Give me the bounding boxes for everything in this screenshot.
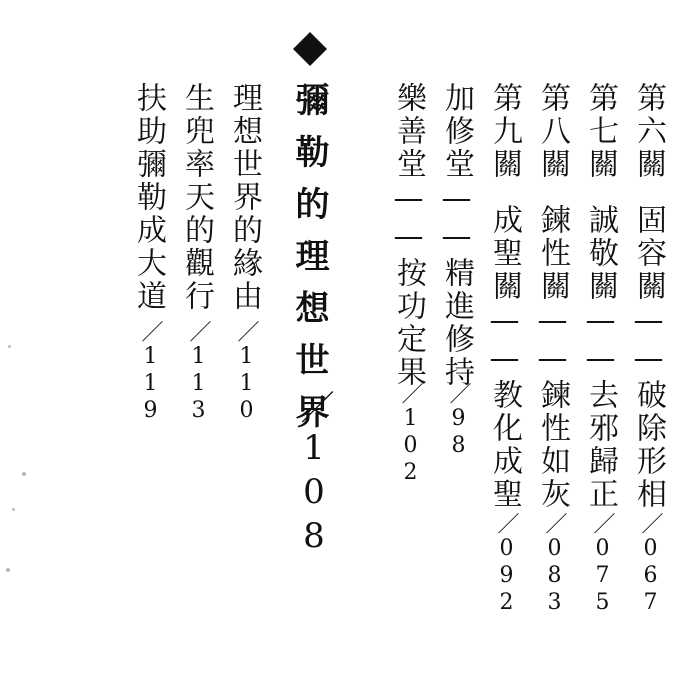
toc-entry-title: 誠敬關——去邪歸正 bbox=[583, 204, 618, 511]
section-item-page: ／119 bbox=[138, 320, 163, 425]
toc-entry-page: ／067 bbox=[638, 512, 663, 617]
paper-speck bbox=[8, 345, 11, 348]
toc-entry-title: 固容關——破除形相 bbox=[631, 204, 666, 511]
section-item-page: ／113 bbox=[186, 320, 211, 425]
paper-speck bbox=[6, 568, 10, 572]
section-item-title: 理想世界的緣由 bbox=[227, 82, 262, 313]
diamond-icon bbox=[293, 32, 327, 66]
toc-entry-heading: 第七關 bbox=[583, 82, 618, 181]
toc-entry-heading: 第九關 bbox=[487, 82, 522, 181]
section-item-title: 扶助彌勒成大道 bbox=[131, 82, 166, 313]
paper-speck bbox=[22, 472, 26, 476]
section-page: ／108 bbox=[294, 390, 334, 560]
toc-entry-heading: 第六關 bbox=[631, 82, 666, 181]
toc-entry-page: ／98 bbox=[446, 382, 471, 460]
toc-entry-heading: 樂善堂——按功定果 bbox=[391, 82, 426, 389]
toc-entry-page: ／083 bbox=[542, 512, 567, 617]
toc-entry-heading: 第八關 bbox=[535, 82, 570, 181]
paper-speck bbox=[12, 508, 15, 511]
toc-entry-page: ／075 bbox=[590, 512, 615, 617]
section-item-page: ／110 bbox=[234, 320, 259, 425]
toc-entry-page: ／092 bbox=[494, 512, 519, 617]
toc-entry-page: ／102 bbox=[398, 382, 423, 487]
toc-entry-title: 鍊性關——鍊性如灰 bbox=[535, 204, 570, 511]
toc-entry-title: 成聖關——教化成聖 bbox=[487, 204, 522, 511]
section-title: 彌勒的理想世界 bbox=[289, 82, 329, 446]
toc-entry-heading: 加修堂——精進修持 bbox=[439, 82, 474, 389]
section-item-title: 生兜率天的觀行 bbox=[179, 82, 214, 313]
